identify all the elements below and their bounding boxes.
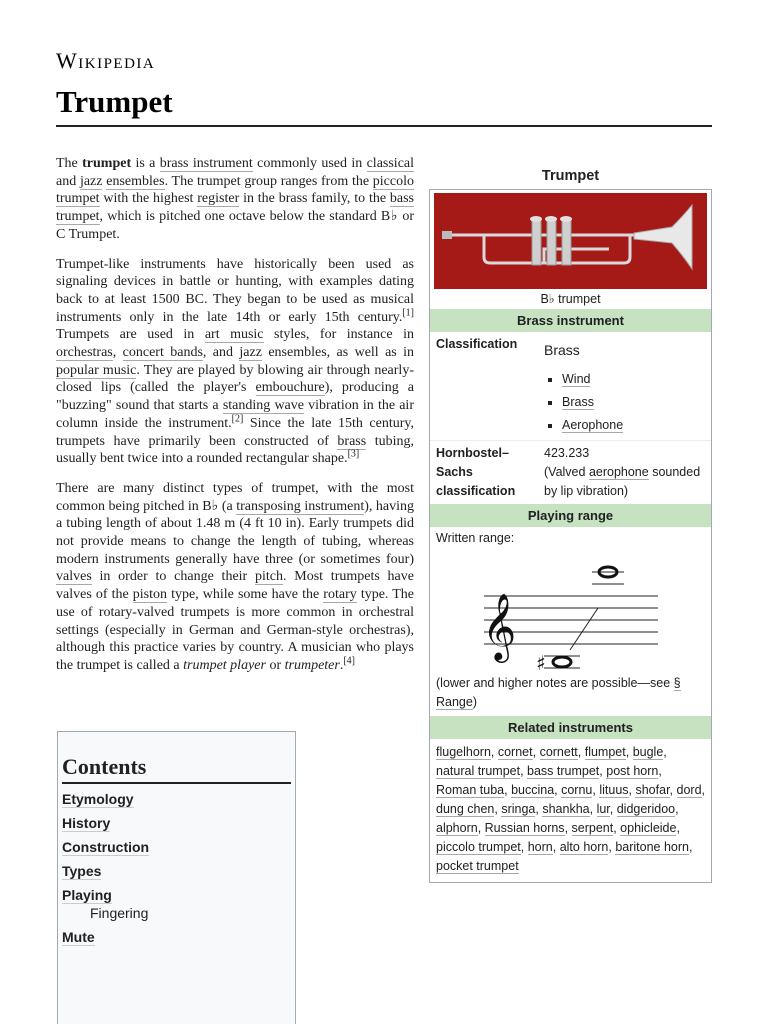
related-link-pocket-trumpet[interactable]: pocket trumpet	[436, 859, 519, 873]
link-range-section[interactable]: § Range	[436, 676, 681, 709]
toc-item-etymology[interactable]: Etymology	[62, 791, 134, 807]
ref-2[interactable]: [2]	[231, 413, 244, 425]
related-link-lur[interactable]: lur	[596, 802, 610, 816]
related-link-lituus[interactable]: lituus	[599, 783, 629, 797]
classification-list	[544, 368, 707, 437]
related-link-alphorn[interactable]: alphorn	[436, 821, 478, 835]
link-piccolo-trumpet[interactable]: piccolo trumpet	[56, 173, 415, 207]
link-classical[interactable]: classical	[366, 156, 415, 171]
link-brass-class[interactable]: Brass	[562, 395, 594, 409]
toc-item-fingering[interactable]: Fingering	[90, 905, 149, 921]
paragraph-3: There are many distinct types of trumpet, with the most common being pitched in B♭ (a transposing instrument), having a tubing length of about 1.48 m (4 ft 10 in). Early trumpets did not provide means to change the length of tubing, whereas modern instruments generally have three (or sometimes four) valves in order to change their pitch. Most trumpets have valves of the piston type, while some have the rotary type. The use of rotary-valved trumpets is more common in orchestral settings (especially in German and German-style orchestras), although this practice varies by country. A musician who plays the trumpet is called a trumpet player or trumpeter.[4]	[56, 480, 415, 673]
link-concert-bands[interactable]: concert bands	[122, 345, 203, 361]
link-valves[interactable]: valves	[56, 569, 92, 585]
link-aerophone[interactable]: aerophone	[588, 465, 649, 479]
svg-text:𝄞: 𝄞	[482, 592, 517, 660]
classification-row	[430, 332, 711, 441]
header-playing-range: Playing range	[430, 504, 711, 527]
link-jazz[interactable]: jazz	[79, 173, 103, 189]
image-caption: B♭ trumpet	[540, 292, 601, 306]
hornbostel-description: (Valved aerophone sounded by lip vibration)	[544, 465, 701, 498]
related-link-flugelhorn[interactable]: flugelhorn	[436, 745, 491, 759]
link-embouchure[interactable]: embouchure	[255, 380, 325, 396]
hornbostel-label[interactable]: Hornbostel–Sachs classification	[436, 446, 516, 498]
related-link-russian-horns[interactable]: Russian horns	[484, 821, 565, 835]
wikipedia-logo[interactable]: Wikipedia	[56, 48, 156, 73]
link-rotary[interactable]: rotary	[323, 587, 357, 603]
related-link-shankha[interactable]: shankha	[542, 802, 590, 816]
related-link-bass-trumpet[interactable]: bass trumpet	[527, 764, 600, 778]
range-notation[interactable]	[430, 550, 711, 672]
link-register[interactable]: register	[197, 191, 240, 207]
header-related-instruments: Related instruments	[430, 716, 711, 739]
related-link-serpent[interactable]: serpent	[571, 821, 614, 835]
related-instruments-list: flugelhorn, cornet, cornett, flumpet, bugle, natural trumpet, bass trumpet, post horn, Roman tuba, buccina, cornu, lituus, shofar, dord, dung chen, sringa, shankha, lur, didgeridoo, alphorn, Russian horns, serpent, ophicleide, piccolo trumpet, horn, alto horn, baritone horn, pocket trumpet	[436, 745, 706, 873]
related-link-sringa[interactable]: sringa	[501, 802, 536, 816]
range-note: (lower and higher notes are possible—see § Range)	[436, 676, 681, 709]
related-link-dung-chen[interactable]: dung chen	[436, 802, 495, 816]
link-wind[interactable]: Wind	[562, 372, 591, 386]
link-bass-trumpet[interactable]: bass trumpet	[56, 191, 414, 225]
link-ensembles[interactable]: ensembles	[106, 173, 165, 189]
paragraph-1: The trumpet is a brass instrument commonly used in classical and jazz ensembles. The trumpet group ranges from the piccolo trumpet with the highest register in the brass family, to the bass trumpet, which is pitched one octave below the standard B♭ or C Trumpet.	[56, 156, 415, 242]
toc-item-types[interactable]: Types	[62, 863, 102, 879]
related-link-natural-trumpet[interactable]: natural trumpet	[436, 764, 521, 778]
staff-notation-icon	[430, 550, 711, 672]
related-link-horn[interactable]: horn	[527, 840, 553, 854]
toc-item-mute[interactable]: Mute	[62, 929, 95, 945]
classification-label: Classification	[436, 337, 518, 351]
hornbostel-row	[430, 441, 711, 504]
link-transposing-instrument[interactable]: transposing instrument	[236, 498, 365, 514]
page-title: Trumpet	[56, 84, 173, 119]
related-link-dord[interactable]: dord	[676, 783, 702, 797]
related-link-cornet[interactable]: cornet	[497, 745, 533, 759]
related-link-cornu[interactable]: cornu	[561, 783, 593, 797]
related-link-shofar[interactable]: shofar	[635, 783, 670, 797]
bold-term: trumpet	[82, 156, 132, 171]
related-link-cornett[interactable]: cornett	[539, 745, 578, 759]
link-aerophone-class[interactable]: Aerophone	[562, 418, 624, 432]
toc-item-history[interactable]: History	[62, 815, 111, 831]
related-link-piccolo-trumpet[interactable]: piccolo trumpet	[436, 840, 521, 854]
svg-text:♯: ♯	[536, 651, 546, 672]
related-link-didgeridoo[interactable]: didgeridoo	[616, 802, 676, 816]
link-standing-wave[interactable]: standing wave	[222, 398, 304, 414]
title-divider	[56, 125, 712, 127]
toc-item-construction[interactable]: Construction	[62, 839, 150, 855]
related-link-flumpet[interactable]: flumpet	[584, 745, 626, 759]
trumpet-image[interactable]	[434, 193, 707, 289]
toc-title: Contents	[62, 754, 291, 784]
link-jazz-2[interactable]: jazz	[239, 345, 262, 361]
paragraph-2: Trumpet-like instruments have historically been used as signaling devices in battle or hunting, with examples dating back to at least 1500 BC. They began to be used as musical instruments only in the late 14th or early 15th century.[1] Trumpets are used in art music styles, for instance in orchestras, concert bands, and jazz ensembles, as well as in popular music. They are played by blowing air through nearly-closed lips (called the player's embouchure), producing a "buzzing" sound that starts a standing wave vibration in the air column inside the instrument.[2] Since the late 15th century, trumpets have primarily been constructed of brass tubing, usually bent twice into a rounded rectangular shape.[3]	[56, 256, 415, 467]
toc-item-playing[interactable]: Playing	[62, 887, 112, 903]
article-body	[56, 155, 414, 687]
link-popular-music[interactable]: popular music	[56, 362, 137, 378]
ref-4[interactable]: [4]	[343, 655, 356, 667]
link-brass[interactable]: brass	[337, 433, 367, 449]
infobox-title: Trumpet	[541, 168, 600, 184]
ref-3[interactable]: [3]	[347, 448, 360, 460]
ref-1[interactable]: [1]	[402, 306, 414, 318]
related-link-bugle[interactable]: bugle	[632, 745, 664, 759]
related-link-roman-tuba[interactable]: Roman tuba	[436, 783, 505, 797]
link-brass-instrument[interactable]: brass instrument	[159, 156, 253, 171]
trumpet-icon	[434, 193, 707, 289]
infobox	[429, 163, 712, 883]
link-orchestras[interactable]: orchestras	[56, 345, 113, 361]
related-link-ophicleide[interactable]: ophicleide	[620, 821, 677, 835]
table-of-contents	[57, 731, 296, 1024]
link-art-music[interactable]: art music	[204, 327, 264, 343]
link-pitch[interactable]: pitch	[254, 569, 283, 585]
related-link-post-horn[interactable]: post horn	[606, 764, 659, 778]
written-range-label: Written range:	[436, 531, 515, 545]
header-brass-instrument[interactable]: Brass instrument	[430, 309, 711, 332]
link-piston[interactable]: piston	[132, 587, 168, 603]
classification-value: Brass	[544, 342, 580, 358]
hornbostel-number: 423.233	[544, 446, 590, 460]
related-link-alto-horn[interactable]: alto horn	[559, 840, 609, 854]
related-link-buccina[interactable]: buccina	[511, 783, 555, 797]
related-link-baritone-horn[interactable]: baritone horn	[615, 840, 689, 854]
